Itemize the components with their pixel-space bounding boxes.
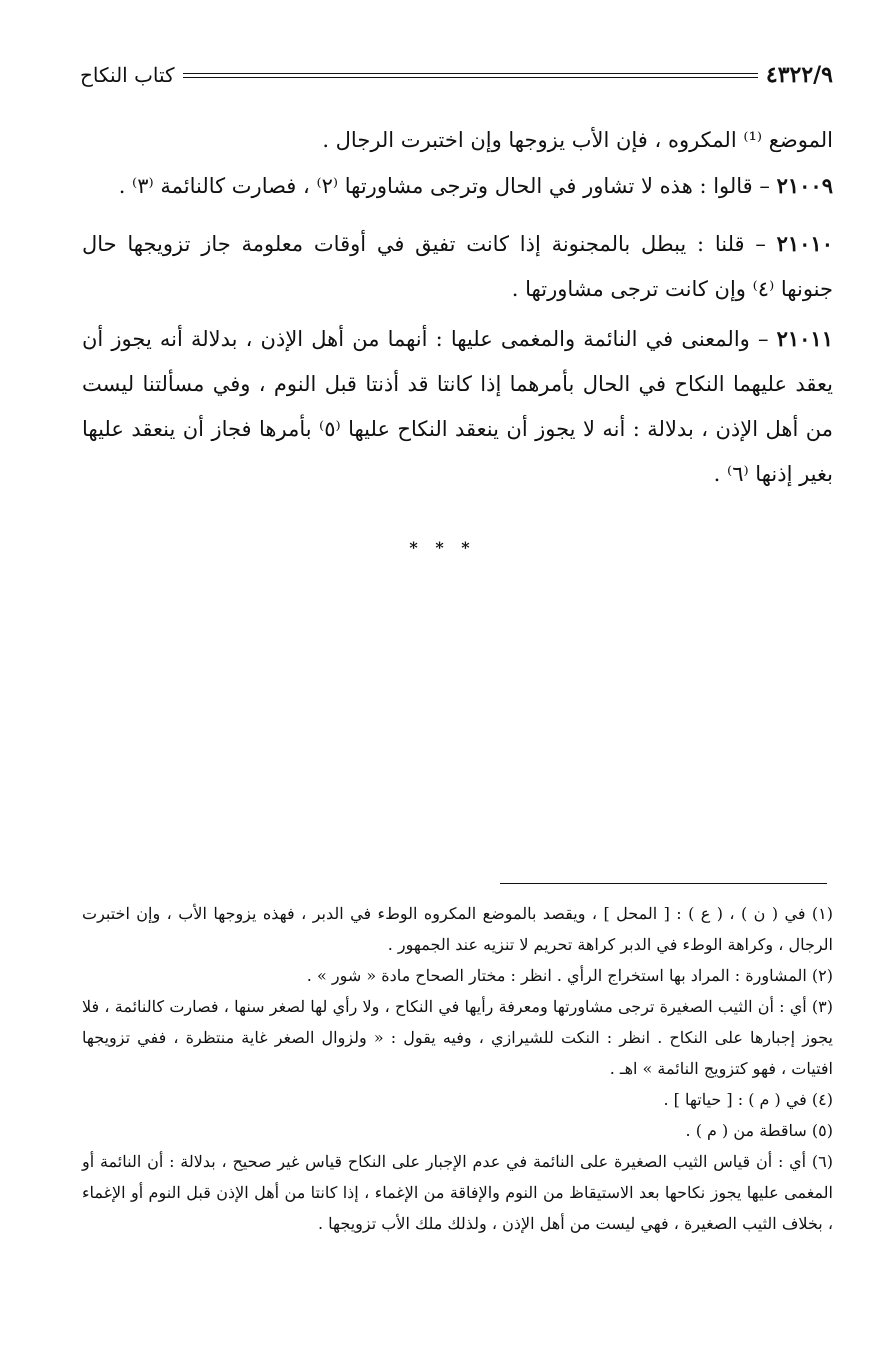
page-number: ٤٣٢٢/٩ [765, 62, 833, 88]
footnote-rule [500, 883, 827, 884]
header-rule [183, 73, 758, 78]
footnote-1: (١) في ( ن ) ، ( ع ) : [ المحل ] ، ويقصد بالموضع المكروه الوطء في الدبر ، فهذه يزوجها الأب ، وإن اختبرت الرجال ، وكراهة الوطء في الدبر كراهة تحريم لا تنزيه عند الجمهور . [82, 904, 833, 954]
paragraph-1: الموضع ⁽¹⁾ المكروه ، فإن الأب يزوجها وإن اختبرت الرجال . [322, 128, 833, 152]
footnote-5: (٥) ساقطة من ( م ) . [685, 1121, 833, 1140]
footnotes [82, 898, 833, 1239]
section-separator: * * * [409, 538, 476, 557]
paragraph-4 [82, 316, 833, 497]
footnote-2: (٢) المشاورة : المراد بها استخراج الرأي . انظر : مختار الصحاح مادة « شور » . [306, 966, 833, 985]
paragraph-3 [82, 221, 833, 312]
main-text [82, 118, 833, 497]
footnote-4: (٤) في ( م ) : [ حياتها ] . [663, 1090, 833, 1109]
book-title: كتاب النكاح [80, 63, 175, 87]
paragraph-2 [82, 163, 833, 209]
paragraph-number: ٢١٠٠٩ [776, 173, 833, 198]
running-header [80, 60, 833, 90]
paragraph-text: – والمعنى في النائمة والمغمى عليها : أنهما من أهل الإذن ، بدلالة أنه يجوز أن يعقد عليهما النكاح في الحال بأمرهما إذا كانتا قد أذنتا قبل النوم ، وفي مسألتنا ليست من أهل الإذن ، بدلالة : أنه لا يجوز أن ينعقد النكاح عليها ⁽٥⁾ بأمرها فجاز أن ينعقد عليها بغير إذنها ⁽٦⁾ . [82, 327, 833, 486]
paragraph-text: – قلنا : يبطل بالمجنونة إذا كانت تفيق في أوقات معلومة جاز تزويجها حال جنونها ⁽٤⁾ وإن كانت ترجى مشاورتها . [82, 232, 833, 301]
footnote-3: (٣) أي : أن الثيب الصغيرة ترجى مشاورتها ومعرفة رأيها في النكاح ، ولا رأي لها لصغر سنها ، فصارت كالنائمة ، فلا يجوز إجبارها على النكاح . انظر : النكت للشيرازي ، وفيه يقول : « ولزوال الصغر غاية منتظرة ، ففي تزويجها افتيات ، فهو كتزويج النائمة » اهـ . [82, 997, 833, 1078]
footnote-6: (٦) أي : أن قياس الثيب الصغيرة على النائمة في عدم الإجبار على النكاح قياس غير صحيح ، بدلالة : أن النائمة أو المغمى عليها يجوز نكاحها بعد الاستيقاظ من النوم والإفاقة من الإغماء ، إذا كانتا من أهل الإذن قبل النوم أو الإغماء ، بخلاف الثيب الصغيرة ، فهي ليست من أهل الإذن ، ولذلك ملك الأب تزويجها . [82, 1152, 834, 1233]
paragraph-text: – قالوا : هذه لا تشاور في الحال وترجى مشاورتها ⁽٢⁾ ، فصارت كالنائمة ⁽٣⁾ . [118, 174, 770, 198]
paragraph-number: ٢١٠١٠ [776, 231, 833, 256]
paragraph-number: ٢١٠١١ [776, 326, 833, 351]
